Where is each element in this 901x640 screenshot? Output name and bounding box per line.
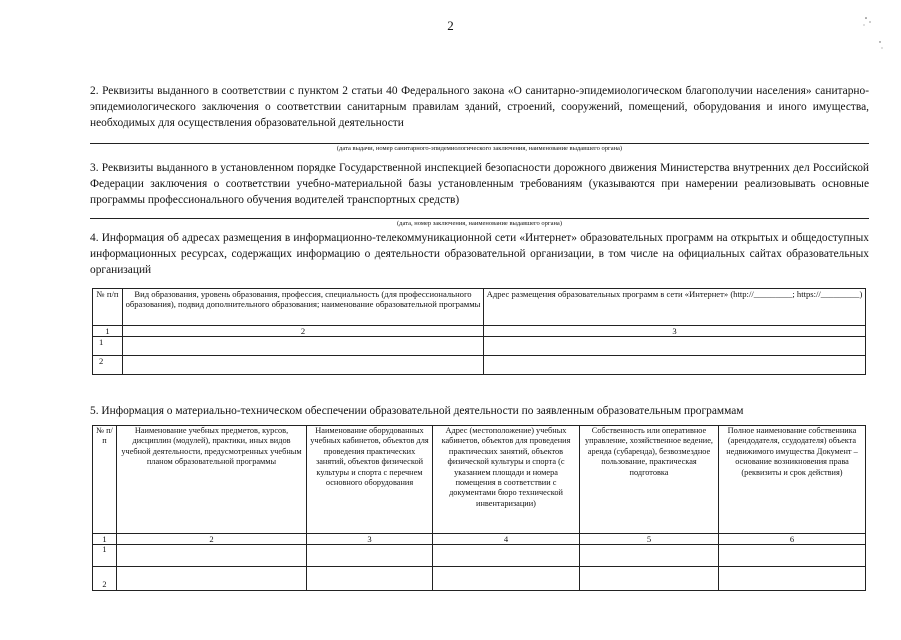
subjects-cell (117, 545, 307, 567)
section2-text: 2. Реквизиты выданного в соответствии с пунктом 2 статьи 40 Федерального закона «О санитарно-эпидемиологическом благополучии населения» санитарно-эпидемиологического заключения о соответствии санитарным правилам зданий, строений, сооружений, помещений, оборудования и иного имущества, необходимых для осуществления образовательной деятельности (90, 85, 869, 129)
col-header-internet-address: Адрес размещения образовательных программ в сети «Интернет» (http://_________; https://_________) (484, 289, 866, 326)
col-header-education-type: Вид образования, уровень образования, профессия, специальность (для профессионального образования), подвид дополнительного образования; наименование образовательной программы (123, 289, 484, 326)
equipped-rooms-cell (307, 567, 433, 591)
index-cell: 3 (484, 326, 866, 337)
section5-title: 5. Информация о материально-техническом обеспечении образовательной деятельности по заявленным образовательным программам (90, 405, 744, 417)
col-header-number: № п/п (93, 426, 117, 534)
internet-address-cell (484, 356, 866, 375)
section2-caption: (дата выдачи, номер санитарного-эпидемиологического заключения, наименование выдавшего органа) (336, 145, 623, 152)
index-cell: 1 (93, 534, 117, 545)
index-cell: 2 (123, 326, 484, 337)
row-number: 2 (93, 356, 123, 375)
education-type-cell (123, 356, 484, 375)
material-technical-table (92, 425, 866, 591)
education-type-cell (123, 337, 484, 356)
index-cell: 1 (93, 326, 123, 337)
ownership-cell (580, 545, 719, 567)
table-row (93, 545, 866, 567)
index-cell: 5 (580, 534, 719, 545)
section2-blank-line (90, 143, 869, 144)
table-row (93, 567, 866, 591)
section3-text: 3. Реквизиты выданного в установленном порядке Государственной инспекцией безопасности дорожного движения Министерства внутренних дел Российской Федерации заключения о соответствии учебно-материальной базы установленным требованиям (указываются при намерении реализовывать основные программы профессионального обучения водителей транспортных средств) (90, 162, 869, 206)
section3-blank-line (90, 218, 869, 219)
table-row (93, 356, 866, 375)
table-row (93, 337, 866, 356)
col-header-number: № п/п (93, 289, 123, 326)
ownership-cell (580, 567, 719, 591)
row-number: 2 (93, 567, 117, 591)
equipped-rooms-cell (307, 545, 433, 567)
address-cell (433, 567, 580, 591)
col-header-owner-name: Полное наименование собственника (арендодателя, ссудодателя) объекта недвижимого имущества Документ – основание возникновения права (реквизиты и срок действия) (719, 426, 866, 534)
subjects-cell (117, 567, 307, 591)
internet-addresses-table (92, 288, 866, 375)
page-number: 2 (447, 18, 454, 33)
index-cell: 2 (117, 534, 307, 545)
internet-address-cell (484, 337, 866, 356)
index-cell: 6 (719, 534, 866, 545)
col-header-equipped-rooms: Наименование оборудованных учебных кабинетов, объектов для проведения практических занятий, объектов физической культуры и спорта с перечнем основного оборудования (307, 426, 433, 534)
col-header-address: Адрес (местоположение) учебных кабинетов, объектов для проведения практических занятий, объектов физической культуры и спорта (с указанием площади и номера помещения в соответствии с документами бюро технической инвентаризации) (433, 426, 580, 534)
scan-speck-mark (858, 12, 888, 52)
index-cell: 4 (433, 534, 580, 545)
col-header-subjects: Наименование учебных предметов, курсов, дисциплин (модулей), практики, иных видов учебной деятельности, предусмотренных учебным планом образовательной программы (117, 426, 307, 534)
row-number: 1 (93, 545, 117, 567)
section4-text: 4. Информация об адресах размещения в информационно-телекоммуникационной сети «Интернет» образовательных программ на открытых и общедоступных информационных ресурсах, содержащих информацию о деятельности образовательной организации, в том числе на официальных сайтах образовательных организаций (90, 232, 869, 276)
address-cell (433, 545, 580, 567)
section3-caption: (дата, номер заключения, наименование выдавшего органа) (397, 220, 562, 227)
index-cell: 3 (307, 534, 433, 545)
owner-name-cell (719, 545, 866, 567)
col-header-ownership: Собственность или оперативное управление, хозяйственное ведение, аренда (субаренда), безвозмездное пользование, практическая подготовка (580, 426, 719, 534)
owner-name-cell (719, 567, 866, 591)
row-number: 1 (93, 337, 123, 356)
